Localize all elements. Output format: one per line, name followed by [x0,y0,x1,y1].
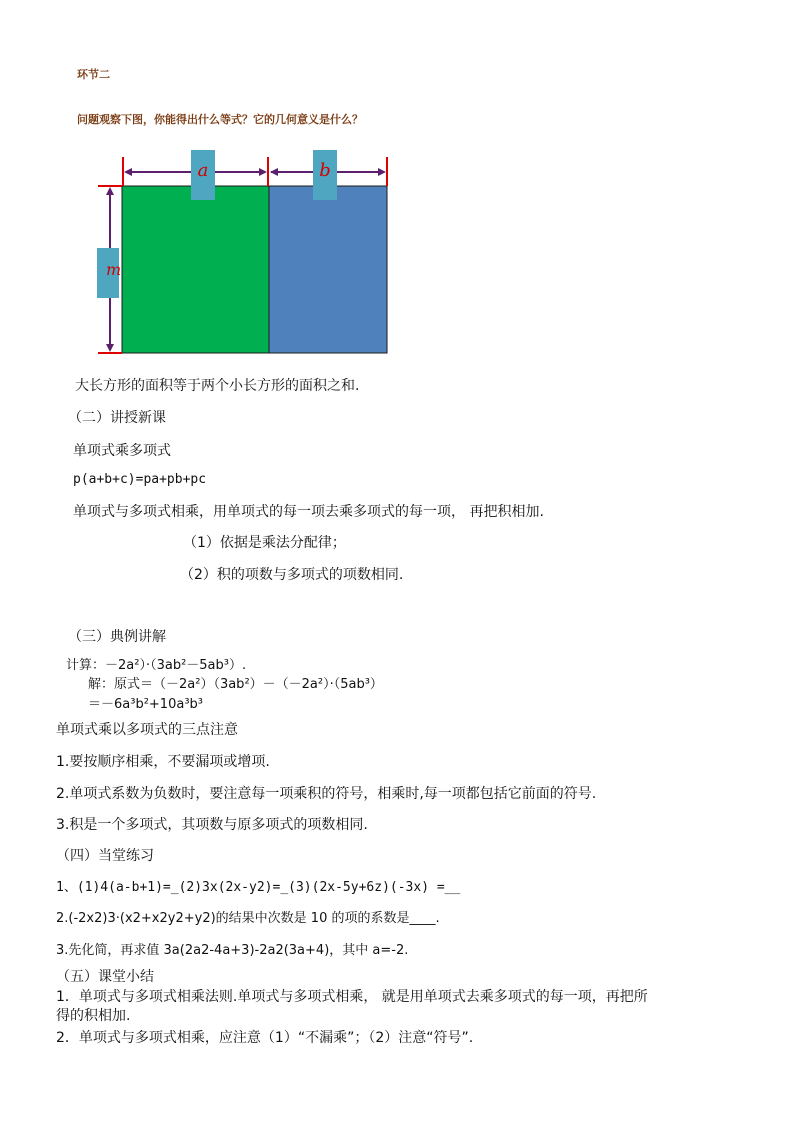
label-b: b [319,160,331,181]
area-figure [90,148,400,358]
formula-line: p(a+b+c)=pa+pb+pc [73,472,207,487]
section-three-heading: （三）典例讲解 [68,629,166,645]
note-3: 3.积是一个多项式，其项数与原多项式的项数相同. [56,817,368,833]
section-four-heading: （四）当堂练习 [56,848,154,864]
summary-2: 2．单项式与多项式相乘，应注意（1）“不漏乘”；（2）注意“符号”. [56,1030,474,1046]
section-two-heading: （二）讲授新课 [68,410,166,426]
exercise-2: 2.(-2x2)3·(x2+x2y2+y2)的结果中次数是 10 的项的系数是____. [56,911,440,926]
rule-statement: 单项式与多项式相乘，用单项式的每一项去乘多项式的每一项， 再把积相加. [73,504,544,520]
notes-heading: 单项式乘以多项式的三点注意 [56,722,238,738]
note-2: 2.单项式系数为负数时，要注意每一项乘积的符号，相乘时,每一项都包括它前面的符号. [56,786,597,802]
example-solution-1: 解：原式＝（－2a²）（3ab²）－（－2a²）·（5ab³） [88,677,383,692]
section-five-heading: （五）课堂小结 [56,969,154,985]
question-text: 问题观察下图，你能得出什么等式？它的几何意义是什么？ [77,113,363,126]
exercise-3: 3.先化简，再求值 3a(2a2-4a+3)-2a2(3a+4)，其中 a=-2. [56,943,409,958]
example-solution-2: ＝－6a³b²+10a³b³ [88,697,203,712]
right-rectangle [269,186,387,353]
summary-1-line-2: 得的积相加. [56,1008,131,1024]
topic-title: 单项式乘多项式 [73,443,171,459]
rule-point-1: （1）依据是乘法分配律； [183,535,346,551]
exercise-1: 1、(1)4(a-b+1)=_(2)3x(2x-y2)=_(3)(2x-5y+6z)(-3x) =__ [56,880,461,895]
label-m: m [106,260,122,279]
example-problem: 计算：－2a²）·（3ab²－5ab³）. [66,658,247,673]
label-a: a [197,160,209,181]
note-1: 1.要按顺序相乘，不要漏项或增项. [56,754,270,770]
left-rectangle [122,186,269,353]
line-area-statement: 大长方形的面积等于两个小长方形的面积之和. [75,378,360,394]
rule-point-2: （2）积的项数与多项式的项数相同. [180,567,404,583]
summary-1-line-1: 1．单项式与多项式相乘法则.单项式与多项式相乘， 就是用单项式去乘多项式的每一项，再把所 [56,989,648,1005]
section-heading: 环节二 [77,68,110,81]
